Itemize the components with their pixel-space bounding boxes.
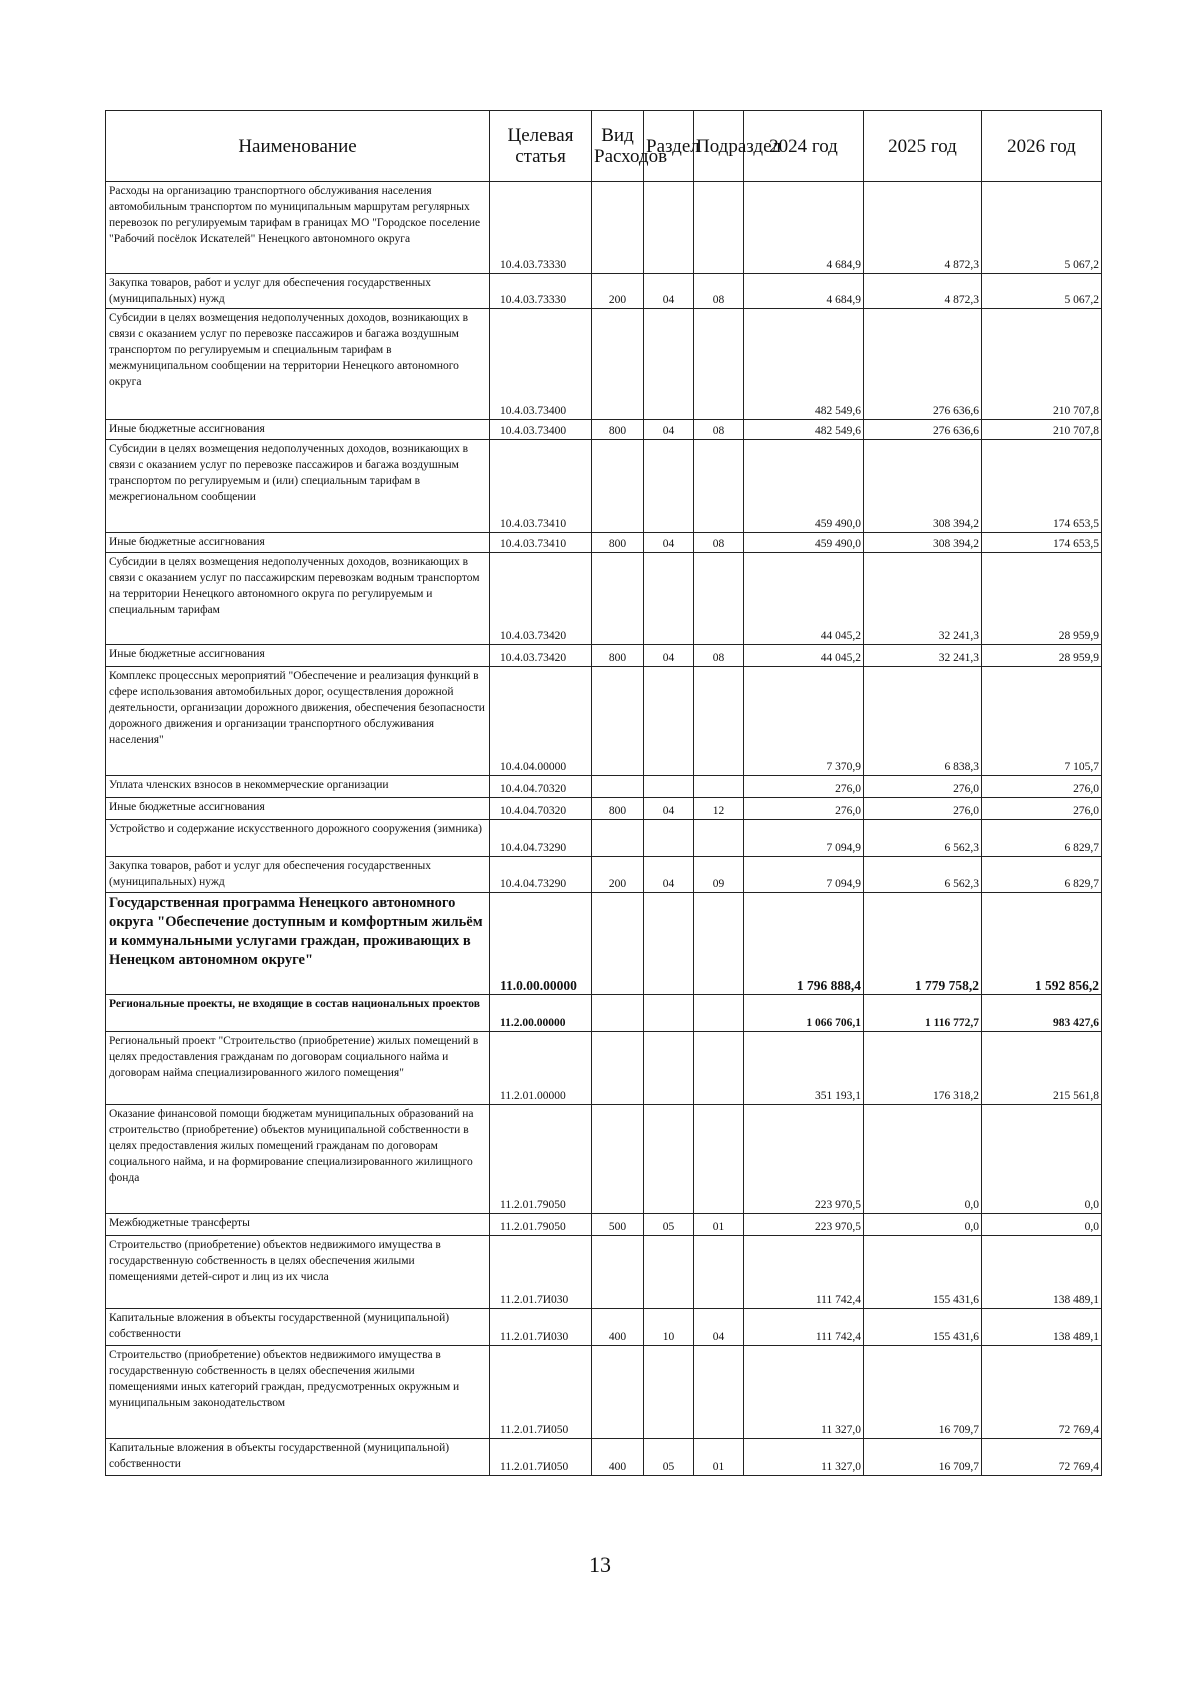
row-2024: 459 490,0	[744, 440, 864, 533]
row-2024: 1 796 888,4	[744, 893, 864, 995]
row-expense-type	[592, 1236, 644, 1309]
table-row	[106, 667, 1102, 776]
row-section: 04	[644, 533, 694, 553]
row-subsection: 01	[694, 1439, 744, 1476]
row-code: 10.4.03.73330	[490, 182, 592, 274]
row-2026: 215 561,8	[982, 1032, 1102, 1105]
row-subsection: 08	[694, 420, 744, 440]
row-subsection	[694, 995, 744, 1032]
table-row	[106, 182, 1102, 274]
row-2025: 6 562,3	[864, 857, 982, 893]
row-2026: 174 653,5	[982, 440, 1102, 533]
row-name: Расходы на организацию транспортного обслуживания населения автомобильным транспортом по муниципальным маршрутам регулярных перевозок по регулируемым тарифам в границах МО "Городское поселение "Рабочий посёлок Искателей" Ненецкого автономного округа	[106, 182, 490, 274]
row-2025: 276,0	[864, 776, 982, 798]
table-row	[106, 274, 1102, 309]
row-2025: 32 241,3	[864, 553, 982, 645]
row-section	[644, 553, 694, 645]
budget-table	[105, 110, 1102, 1476]
row-subsection: 01	[694, 1214, 744, 1236]
row-2026: 72 769,4	[982, 1439, 1102, 1476]
row-name: Уплата членских взносов в некоммерческие организации	[106, 776, 490, 798]
row-2024: 1 066 706,1	[744, 995, 864, 1032]
row-subsection: 08	[694, 274, 744, 309]
row-2025: 4 872,3	[864, 274, 982, 309]
row-2024: 111 742,4	[744, 1309, 864, 1346]
row-2025: 4 872,3	[864, 182, 982, 274]
row-section	[644, 1346, 694, 1439]
row-2024: 4 684,9	[744, 274, 864, 309]
row-2026: 1 592 856,2	[982, 893, 1102, 995]
row-name: Субсидии в целях возмещения недополученных доходов, возникающих в связи с оказанием услуг по перевозке пассажиров и багажа воздушным транспортом по регулируемым и специальным тарифам в межмуниципальном сообщении на территории Ненецкого автономного округа	[106, 309, 490, 420]
row-2024: 459 490,0	[744, 533, 864, 553]
table-header-row	[106, 111, 1102, 182]
row-2024: 44 045,2	[744, 645, 864, 667]
row-expense-type: 500	[592, 1214, 644, 1236]
row-subsection	[694, 553, 744, 645]
row-code: 10.4.03.73400	[490, 420, 592, 440]
row-name: Оказание финансовой помощи бюджетам муниципальных образований на строительство (приобретение) объектов муниципальной собственности в целях предоставления жилых помещений гражданам по договорам социального найма, и на формирование специализированного жилищного фонда	[106, 1105, 490, 1214]
row-name: Государственная программа Ненецкого автономного округа "Обеспечение доступным и комфортным жильём и коммунальными услугами граждан, проживающих в Ненецком автономном округе"	[106, 893, 490, 995]
row-2025: 276 636,6	[864, 420, 982, 440]
row-expense-type	[592, 440, 644, 533]
row-name: Иные бюджетные ассигнования	[106, 645, 490, 667]
row-2025: 6 838,3	[864, 667, 982, 776]
row-subsection	[694, 309, 744, 420]
row-subsection: 09	[694, 857, 744, 893]
row-code: 10.4.03.73330	[490, 274, 592, 309]
row-name: Капитальные вложения в объекты государственной (муниципальной) собственности	[106, 1439, 490, 1476]
table-row	[106, 776, 1102, 798]
table-row	[106, 1236, 1102, 1309]
row-2024: 482 549,6	[744, 309, 864, 420]
row-code: 10.4.04.73290	[490, 857, 592, 893]
row-2024: 111 742,4	[744, 1236, 864, 1309]
row-section	[644, 820, 694, 857]
header-target-article: Целевая статья	[490, 111, 592, 182]
header-expense-type: Вид Расходов	[592, 111, 644, 182]
row-expense-type	[592, 776, 644, 798]
table-row	[106, 1214, 1102, 1236]
row-2025: 276,0	[864, 798, 982, 820]
row-code: 10.4.04.70320	[490, 776, 592, 798]
row-subsection	[694, 1346, 744, 1439]
row-2026: 138 489,1	[982, 1309, 1102, 1346]
table-row	[106, 309, 1102, 420]
row-2025: 155 431,6	[864, 1309, 982, 1346]
row-expense-type	[592, 893, 644, 995]
row-subsection	[694, 667, 744, 776]
row-expense-type: 400	[592, 1309, 644, 1346]
row-code: 10.4.04.73290	[490, 820, 592, 857]
row-name: Строительство (приобретение) объектов недвижимого имущества в государственную собственность в целях обеспечения жилыми помещениями иных категорий граждан, предусмотренных окружным и муниципальным законодательством	[106, 1346, 490, 1439]
row-section	[644, 182, 694, 274]
row-section	[644, 1032, 694, 1105]
row-2025: 16 709,7	[864, 1439, 982, 1476]
row-section: 04	[644, 274, 694, 309]
row-subsection: 08	[694, 533, 744, 553]
row-name: Субсидии в целях возмещения недополученных доходов, возникающих в связи с оказанием услуг по пассажирским перевозкам водным транспортом на территории Ненецкого автономного округа по регулируемым и специальным тарифам	[106, 553, 490, 645]
row-subsection	[694, 1236, 744, 1309]
row-2024: 7 370,9	[744, 667, 864, 776]
row-code: 11.2.01.7И050	[490, 1439, 592, 1476]
row-expense-type: 800	[592, 420, 644, 440]
row-2024: 223 970,5	[744, 1214, 864, 1236]
row-name: Региональные проекты, не входящие в состав национальных проектов	[106, 995, 490, 1032]
row-2026: 276,0	[982, 798, 1102, 820]
row-2025: 0,0	[864, 1214, 982, 1236]
row-2026: 7 105,7	[982, 667, 1102, 776]
row-name: Закупка товаров, работ и услуг для обеспечения государственных (муниципальных) нужд	[106, 857, 490, 893]
row-2026: 210 707,8	[982, 309, 1102, 420]
row-2024: 223 970,5	[744, 1105, 864, 1214]
row-section	[644, 893, 694, 995]
table-row	[106, 645, 1102, 667]
row-code: 11.2.01.79050	[490, 1105, 592, 1214]
row-code: 10.4.03.73410	[490, 533, 592, 553]
table-row	[106, 798, 1102, 820]
row-2026: 5 067,2	[982, 274, 1102, 309]
row-2026: 72 769,4	[982, 1346, 1102, 1439]
row-2025: 1 116 772,7	[864, 995, 982, 1032]
table-row	[106, 995, 1102, 1032]
row-code: 10.4.03.73420	[490, 553, 592, 645]
row-2024: 7 094,9	[744, 857, 864, 893]
row-expense-type	[592, 553, 644, 645]
row-2024: 4 684,9	[744, 182, 864, 274]
row-2026: 276,0	[982, 776, 1102, 798]
table-row	[106, 553, 1102, 645]
row-section	[644, 1236, 694, 1309]
row-2025: 276 636,6	[864, 309, 982, 420]
row-section: 04	[644, 857, 694, 893]
row-name: Региональный проект "Строительство (приобретение) жилых помещений в целях предоставления гражданам по договорам социального найма и договорам найма специализированного жилого помещения"	[106, 1032, 490, 1105]
row-expense-type	[592, 1346, 644, 1439]
table-row	[106, 1032, 1102, 1105]
row-code: 11.2.01.7И030	[490, 1309, 592, 1346]
table-row	[106, 820, 1102, 857]
row-expense-type: 400	[592, 1439, 644, 1476]
row-name: Комплекс процессных мероприятий "Обеспечение и реализация функций в сфере использования автомобильных дорог, осуществления дорожной деятельности, организации дорожного движения, обеспечения безопасности дорожного движения и организации транспортного обслуживания населения"	[106, 667, 490, 776]
row-2024: 351 193,1	[744, 1032, 864, 1105]
row-2024: 482 549,6	[744, 420, 864, 440]
row-expense-type	[592, 309, 644, 420]
table-row	[106, 440, 1102, 533]
row-subsection	[694, 776, 744, 798]
row-name: Иные бюджетные ассигнования	[106, 420, 490, 440]
row-name: Устройство и содержание искусственного дорожного сооружения (зимника)	[106, 820, 490, 857]
row-expense-type	[592, 820, 644, 857]
row-expense-type: 800	[592, 798, 644, 820]
table-row	[106, 533, 1102, 553]
row-subsection	[694, 893, 744, 995]
row-2024: 11 327,0	[744, 1346, 864, 1439]
row-subsection	[694, 1105, 744, 1214]
table-row	[106, 857, 1102, 893]
header-2025: 2025 год	[864, 111, 982, 182]
row-2025: 176 318,2	[864, 1032, 982, 1105]
row-2025: 155 431,6	[864, 1236, 982, 1309]
row-2026: 6 829,7	[982, 820, 1102, 857]
row-2026: 28 959,9	[982, 553, 1102, 645]
row-expense-type: 800	[592, 533, 644, 553]
row-expense-type	[592, 182, 644, 274]
row-section	[644, 776, 694, 798]
row-section: 04	[644, 420, 694, 440]
row-code: 11.2.00.00000	[490, 995, 592, 1032]
row-code: 11.2.01.00000	[490, 1032, 592, 1105]
row-code: 10.4.04.70320	[490, 798, 592, 820]
row-expense-type: 200	[592, 274, 644, 309]
row-name: Межбюджетные трансферты	[106, 1214, 490, 1236]
row-2024: 11 327,0	[744, 1439, 864, 1476]
table-row	[106, 1105, 1102, 1214]
row-name: Закупка товаров, работ и услуг для обеспечения государственных (муниципальных) нужд	[106, 274, 490, 309]
table-row	[106, 420, 1102, 440]
row-section: 10	[644, 1309, 694, 1346]
table-row	[106, 1309, 1102, 1346]
row-section	[644, 1105, 694, 1214]
row-2025: 32 241,3	[864, 645, 982, 667]
row-section: 04	[644, 645, 694, 667]
row-code: 10.4.03.73410	[490, 440, 592, 533]
row-name: Иные бюджетные ассигнования	[106, 798, 490, 820]
row-expense-type: 800	[592, 645, 644, 667]
row-subsection	[694, 1032, 744, 1105]
table-row	[106, 893, 1102, 995]
row-2026: 0,0	[982, 1214, 1102, 1236]
header-section: Раздел	[644, 111, 694, 182]
row-2026: 0,0	[982, 1105, 1102, 1214]
row-expense-type	[592, 667, 644, 776]
table-row	[106, 1346, 1102, 1439]
row-subsection	[694, 820, 744, 857]
row-2026: 983 427,6	[982, 995, 1102, 1032]
header-2024: 2024 год	[744, 111, 864, 182]
header-subsection: Подраздел	[694, 111, 744, 182]
row-2026: 210 707,8	[982, 420, 1102, 440]
row-subsection	[694, 440, 744, 533]
row-code: 10.4.03.73400	[490, 309, 592, 420]
row-2024: 276,0	[744, 776, 864, 798]
row-2025: 308 394,2	[864, 533, 982, 553]
row-code: 11.0.00.00000	[490, 893, 592, 995]
row-2024: 44 045,2	[744, 553, 864, 645]
row-subsection: 12	[694, 798, 744, 820]
row-section: 04	[644, 798, 694, 820]
row-name: Капитальные вложения в объекты государственной (муниципальной) собственности	[106, 1309, 490, 1346]
row-2024: 276,0	[744, 798, 864, 820]
row-2024: 7 094,9	[744, 820, 864, 857]
row-name: Субсидии в целях возмещения недополученных доходов, возникающих в связи с оказанием услуг по перевозке пассажиров и багажа воздушным транспортом по регулируемым и (или) специальным тарифам в межрегиональном сообщении	[106, 440, 490, 533]
row-2026: 174 653,5	[982, 533, 1102, 553]
row-expense-type	[592, 1032, 644, 1105]
header-2026: 2026 год	[982, 111, 1102, 182]
page-number: 13	[589, 1552, 611, 1577]
row-code: 11.2.01.79050	[490, 1214, 592, 1236]
header-name: Наименование	[106, 111, 490, 182]
row-2026: 138 489,1	[982, 1236, 1102, 1309]
row-2025: 16 709,7	[864, 1346, 982, 1439]
row-2026: 6 829,7	[982, 857, 1102, 893]
row-expense-type	[592, 995, 644, 1032]
row-name: Строительство (приобретение) объектов недвижимого имущества в государственную собственность в целях обеспечения жилыми помещениями детей-сирот и лиц из их числа	[106, 1236, 490, 1309]
row-section: 05	[644, 1439, 694, 1476]
row-2026: 5 067,2	[982, 182, 1102, 274]
row-section	[644, 667, 694, 776]
row-subsection: 08	[694, 645, 744, 667]
row-section	[644, 440, 694, 533]
row-2026: 28 959,9	[982, 645, 1102, 667]
row-2025: 308 394,2	[864, 440, 982, 533]
row-subsection	[694, 182, 744, 274]
row-2025: 0,0	[864, 1105, 982, 1214]
row-code: 11.2.01.7И050	[490, 1346, 592, 1439]
row-2025: 1 779 758,2	[864, 893, 982, 995]
row-section	[644, 995, 694, 1032]
row-code: 10.4.04.00000	[490, 667, 592, 776]
row-name: Иные бюджетные ассигнования	[106, 533, 490, 553]
row-expense-type: 200	[592, 857, 644, 893]
row-code: 11.2.01.7И030	[490, 1236, 592, 1309]
row-section	[644, 309, 694, 420]
table-row	[106, 1439, 1102, 1476]
row-expense-type	[592, 1105, 644, 1214]
row-subsection: 04	[694, 1309, 744, 1346]
row-code: 10.4.03.73420	[490, 645, 592, 667]
row-section: 05	[644, 1214, 694, 1236]
row-2025: 6 562,3	[864, 820, 982, 857]
